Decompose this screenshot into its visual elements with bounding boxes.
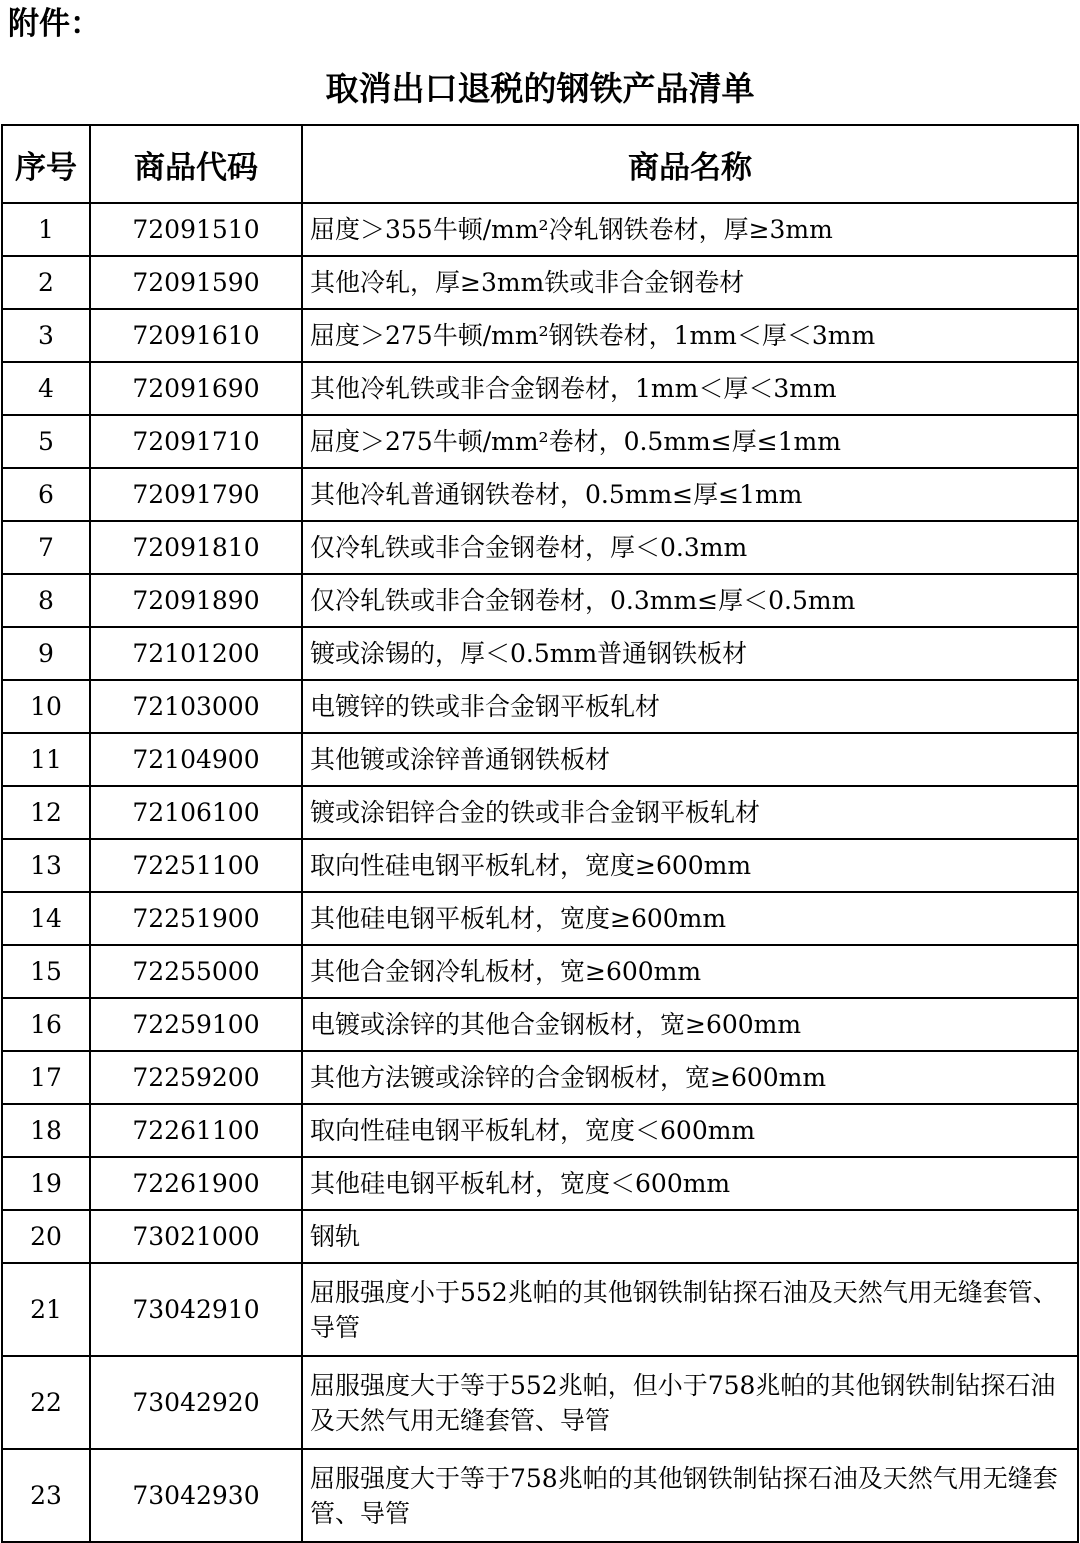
row-index: 10 — [2, 680, 90, 733]
row-index: 2 — [2, 256, 90, 309]
row-code: 72251900 — [90, 892, 302, 945]
product-table — [1, 124, 1079, 1543]
row-code: 72103000 — [90, 680, 302, 733]
table-row — [2, 839, 1078, 892]
table-row — [2, 680, 1078, 733]
row-index: 19 — [2, 1157, 90, 1210]
row-index: 14 — [2, 892, 90, 945]
row-code: 72091590 — [90, 256, 302, 309]
row-code: 73042910 — [90, 1263, 302, 1356]
row-index: 1 — [2, 203, 90, 256]
row-index: 5 — [2, 415, 90, 468]
row-index: 4 — [2, 362, 90, 415]
row-name: 屈服强度小于552兆帕的其他钢铁制钻探石油及天然气用无缝套管、导管 — [302, 1263, 1078, 1356]
row-index: 20 — [2, 1210, 90, 1263]
row-code: 72251100 — [90, 839, 302, 892]
row-name: 其他方法镀或涂锌的合金钢板材，宽≥600mm — [302, 1051, 1078, 1104]
header-name: 商品名称 — [302, 125, 1078, 203]
page-title: 取消出口退税的钢铁产品清单 — [325, 69, 755, 108]
row-index: 11 — [2, 733, 90, 786]
table-row — [2, 1449, 1078, 1542]
row-name: 取向性硅电钢平板轧材，宽度≥600mm — [302, 839, 1078, 892]
table-row — [2, 1210, 1078, 1263]
row-code: 72091710 — [90, 415, 302, 468]
row-name: 其他合金钢冷轧板材，宽≥600mm — [302, 945, 1078, 998]
row-index: 8 — [2, 574, 90, 627]
table-row — [2, 362, 1078, 415]
row-code: 72091690 — [90, 362, 302, 415]
row-index: 17 — [2, 1051, 90, 1104]
row-name: 仅冷轧铁或非合金钢卷材，0.3mm≤厚＜0.5mm — [302, 574, 1078, 627]
row-name: 其他硅电钢平板轧材，宽度≥600mm — [302, 892, 1078, 945]
table-row — [2, 309, 1078, 362]
table-row — [2, 256, 1078, 309]
row-code: 72259200 — [90, 1051, 302, 1104]
row-index: 22 — [2, 1356, 90, 1449]
row-code: 72255000 — [90, 945, 302, 998]
row-code: 72261100 — [90, 1104, 302, 1157]
table-row — [2, 1051, 1078, 1104]
row-code: 72104900 — [90, 733, 302, 786]
row-name: 仅冷轧铁或非合金钢卷材，厚＜0.3mm — [302, 521, 1078, 574]
row-code: 72091890 — [90, 574, 302, 627]
row-name: 取向性硅电钢平板轧材，宽度＜600mm — [302, 1104, 1078, 1157]
row-name: 屈度＞275牛顿/mm²钢铁卷材，1mm＜厚＜3mm — [302, 309, 1078, 362]
row-name: 其他镀或涂锌普通钢铁板材 — [302, 733, 1078, 786]
row-index: 12 — [2, 786, 90, 839]
table-row — [2, 574, 1078, 627]
row-code: 73042930 — [90, 1449, 302, 1542]
table-row — [2, 627, 1078, 680]
table-row — [2, 1104, 1078, 1157]
row-code: 72091610 — [90, 309, 302, 362]
row-index: 16 — [2, 998, 90, 1051]
table-row — [2, 203, 1078, 256]
table-row — [2, 733, 1078, 786]
row-code: 72091810 — [90, 521, 302, 574]
table-row — [2, 1263, 1078, 1356]
row-name: 其他硅电钢平板轧材，宽度＜600mm — [302, 1157, 1078, 1210]
row-index: 9 — [2, 627, 90, 680]
row-index: 18 — [2, 1104, 90, 1157]
row-name: 屈度＞355牛顿/mm²冷轧钢铁卷材，厚≥3mm — [302, 203, 1078, 256]
table-row — [2, 998, 1078, 1051]
row-code: 73042920 — [90, 1356, 302, 1449]
table-row — [2, 415, 1078, 468]
row-index: 3 — [2, 309, 90, 362]
header-index: 序号 — [2, 125, 90, 203]
row-index: 13 — [2, 839, 90, 892]
row-name: 其他冷轧铁或非合金钢卷材，1mm＜厚＜3mm — [302, 362, 1078, 415]
table-header-row — [2, 125, 1078, 203]
row-index: 21 — [2, 1263, 90, 1356]
table-row — [2, 1157, 1078, 1210]
row-code: 72091510 — [90, 203, 302, 256]
attachment-label: 附件： — [8, 6, 101, 42]
row-name: 镀或涂锡的，厚＜0.5mm普通钢铁板材 — [302, 627, 1078, 680]
row-name: 屈服强度大于等于552兆帕，但小于758兆帕的其他钢铁制钻探石油及天然气用无缝套管、导管 — [302, 1356, 1078, 1449]
row-name: 电镀或涂锌的其他合金钢板材，宽≥600mm — [302, 998, 1078, 1051]
table-row — [2, 892, 1078, 945]
row-name: 屈服强度大于等于758兆帕的其他钢铁制钻探石油及天然气用无缝套管、导管 — [302, 1449, 1078, 1542]
table-row — [2, 945, 1078, 998]
table-row — [2, 468, 1078, 521]
row-name: 钢轨 — [302, 1210, 1078, 1263]
row-code: 73021000 — [90, 1210, 302, 1263]
row-code: 72106100 — [90, 786, 302, 839]
row-index: 6 — [2, 468, 90, 521]
row-code: 72101200 — [90, 627, 302, 680]
row-index: 23 — [2, 1449, 90, 1542]
table-row — [2, 786, 1078, 839]
row-name: 屈度＞275牛顿/mm²卷材，0.5mm≤厚≤1mm — [302, 415, 1078, 468]
row-code: 72261900 — [90, 1157, 302, 1210]
row-code: 72259100 — [90, 998, 302, 1051]
header-code: 商品代码 — [90, 125, 302, 203]
row-index: 15 — [2, 945, 90, 998]
table-row — [2, 1356, 1078, 1449]
row-name: 电镀锌的铁或非合金钢平板轧材 — [302, 680, 1078, 733]
row-name: 其他冷轧，厚≥3mm铁或非合金钢卷材 — [302, 256, 1078, 309]
table-row — [2, 521, 1078, 574]
row-name: 其他冷轧普通钢铁卷材，0.5mm≤厚≤1mm — [302, 468, 1078, 521]
row-index: 7 — [2, 521, 90, 574]
row-name: 镀或涂铝锌合金的铁或非合金钢平板轧材 — [302, 786, 1078, 839]
row-code: 72091790 — [90, 468, 302, 521]
